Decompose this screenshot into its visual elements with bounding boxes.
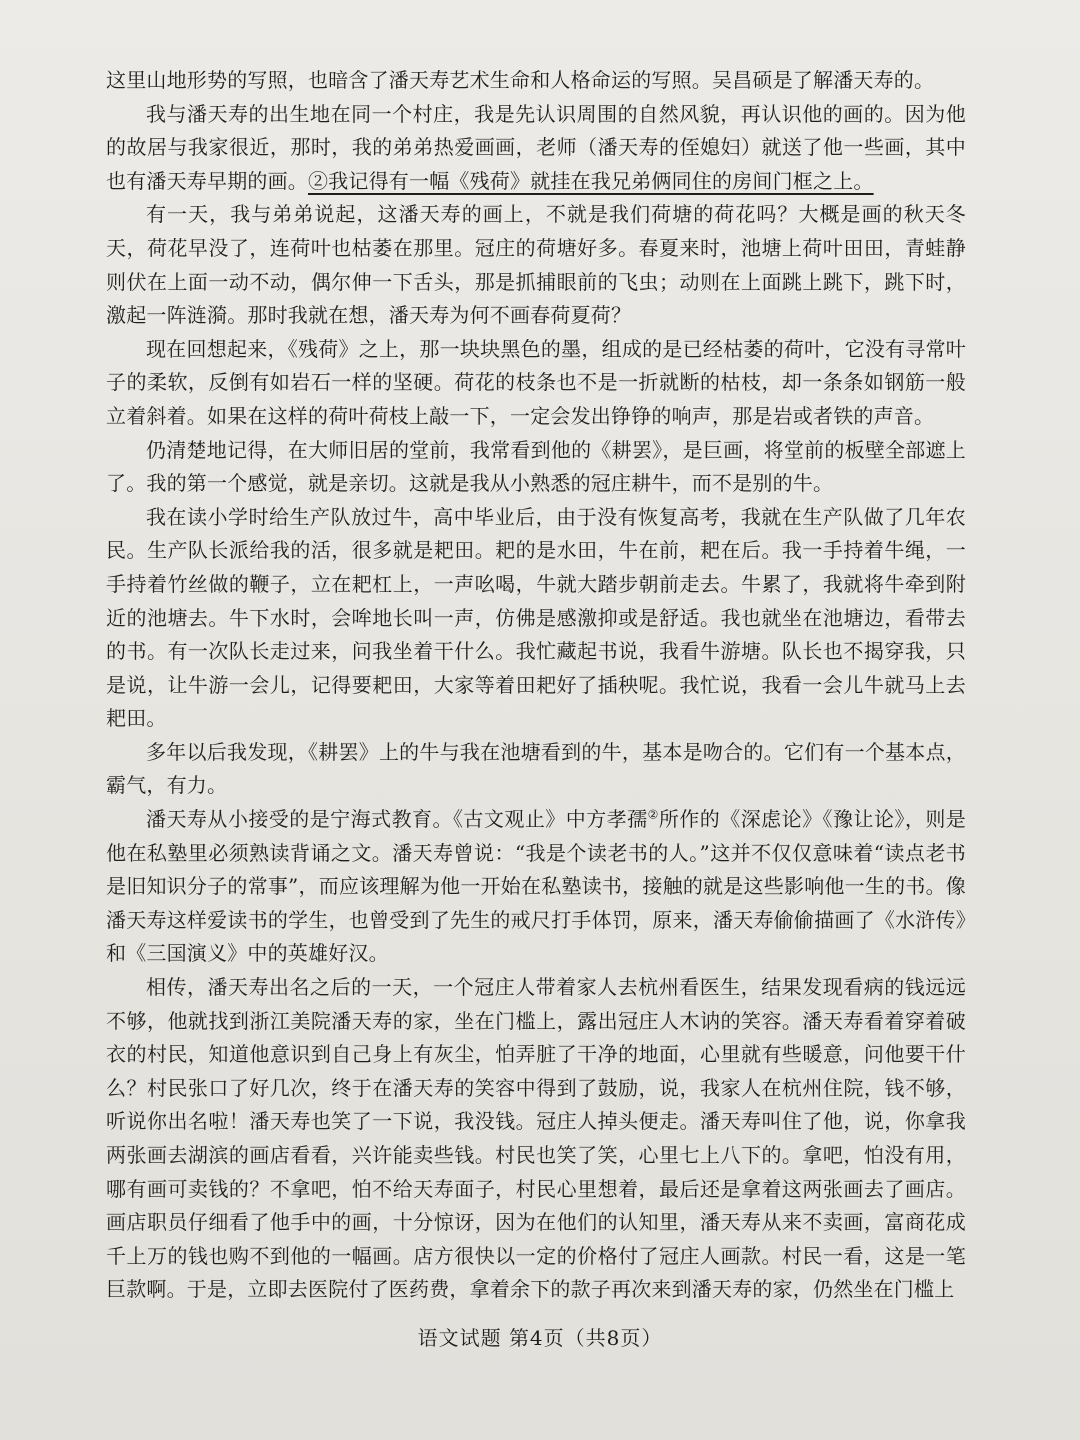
footnote-marker: ②	[647, 807, 659, 822]
footer-subject: 语文试题	[417, 1326, 502, 1350]
paragraph-2	[106, 98, 966, 199]
paragraph-3: 有一天，我与弟弟说起，这潘天寿的画上，不就是我们荷塘的荷花吗？大概是画的秋天冬天，荷花早没了，连荷叶也枯萎在那里。冠庄的荷塘好多。春夏来时，池塘上荷叶田田，青蛙静则伏在上面一动不动，偶尔伸一下舌头，那是抓捕眼前的飞虫；动则在上面跳上跳下，跳下时，激起一阵涟漪。那时我就在想，潘天寿为何不画春荷夏荷？	[106, 202, 966, 328]
article-body	[106, 64, 966, 1307]
paragraph-2-text: 我与潘天寿的出生地在同一个村庄，我是先认识周围的自然风貌，再认识他的画的。因为他的故居与我家很近，那时，我的弟弟热爱画画，老师（潘天寿的侄媳妇）就送了他一些画，其中也有潘天寿早期的画。	[106, 101, 966, 193]
footer-page-number: 第4页	[508, 1326, 565, 1350]
underlined-sentence-2: ②我记得有一幅《残荷》就挂在我兄弟俩同住的房间门框之上。	[308, 168, 874, 193]
paragraph-8	[106, 803, 966, 971]
paragraph-8-text-a: 潘天寿从小接受的是宁海式教育。《古文观止》中方孝孺	[146, 807, 648, 832]
footer-total-pages: （共8页）	[564, 1326, 663, 1350]
paragraph-7: 多年以后我发现，《耕罢》上的牛与我在池塘看到的牛，基本是吻合的。它们有一个基本点，霸气，有力。	[106, 739, 966, 798]
paragraph-4: 现在回想起来，《残荷》之上，那一块块黑色的墨，组成的是已经枯萎的荷叶，它没有寻常叶子的柔软，反倒有如岩石一样的坚硬。荷花的枝条也不是一折就断的枯枝，却一条条如钢筋一般立着斜着。如果在这样的荷叶荷枝上敲一下，一定会发出铮铮的响声，那是岩或者铁的声音。	[106, 336, 966, 428]
paragraph-9: 相传，潘天寿出名之后的一天，一个冠庄人带着家人去杭州看医生，结果发现看病的钱远远不够，他就找到浙江美院潘天寿的家，坐在门槛上，露出冠庄人木讷的笑容。潘天寿看着穿着破衣的村民，知道他意识到自己身上有灰尘，怕弄脏了干净的地面，心里就有些暖意，问他要干什么？村民张口了好几次，终于在潘天寿的笑容中得到了鼓励，说，我家人在杭州住院，钱不够，听说你出名啦！潘天寿也笑了一下说，我没钱。冠庄人掉头便走。潘天寿叫住了他，说，你拿我两张画去湖滨的画店看看，兴许能卖些钱。村民也笑了笑，心里七上八下的。拿吧，怕没有用，哪有画可卖钱的？不拿吧，怕不给天寿面子，村民心里想着，最后还是拿着这两张画去了画店。画店职员仔细看了他手中的画，十分惊讶，因为在他们的认知里，潘天寿从来不卖画，富商花成千上万的钱也购不到他的一幅画。店方很快以一定的价格付了冠庄人画款。村民一看，这是一笔巨款啊。于是，立即去医院付了医药费，拿着余下的款子再次来到潘天寿的家，仍然坐在门槛上	[106, 975, 966, 1302]
page-footer	[0, 1322, 1080, 1351]
paragraph-1: 这里山地形势的写照，也暗含了潘天寿艺术生命和人格命运的写照。吴昌硕是了解潘天寿的。	[106, 68, 935, 92]
paragraph-6: 我在读小学时给生产队放过牛，高中毕业后，由于没有恢复高考，我就在生产队做了几年农民。生产队长派给我的活，很多就是耙田。耙的是水田，牛在前，耙在后。我一手持着牛绳，一手持着竹丝做的鞭子，立在耙杠上，一声吆喝，牛就大踏步朝前走去。牛累了，我就将牛牵到附近的池塘去。牛下水时，会哞地长叫一声，仿佛是感激抑或是舒适。我也就坐在池塘边，看带去的书。有一次队长走过来，问我坐着干什么。我忙藏起书说，我看牛游塘。队长也不揭穿我，只是说，让牛游一会儿，记得要耙田，大家等着田耙好了插秧呢。我忙说，我看一会儿牛就马上去耙田。	[106, 504, 966, 731]
paragraph-8-text-b: 所作的《深虑论》《豫让论》，则是他在私塾里必须熟读背诵之文。潘天寿曾说：“我是个读老书的人。”这并不仅仅意味着“读点老书是旧知识分子的常事”，而应该理解为他一开始在私塾读书，接触的就是这些影响他一生的书。像潘天寿这样爱读书的学生，也曾受到了先生的戒尺打手体罚，原来，潘天寿偷偷描画了《水浒传》和《三国演义》中的英雄好汉。	[106, 807, 967, 966]
paragraph-5: 仍清楚地记得，在大师旧居的堂前，我常看到他的《耕罢》，是巨画，将堂前的板壁全部遮上了。我的第一个感觉，就是亲切。这就是我从小熟悉的冠庄耕牛，而不是别的牛。	[106, 437, 966, 496]
